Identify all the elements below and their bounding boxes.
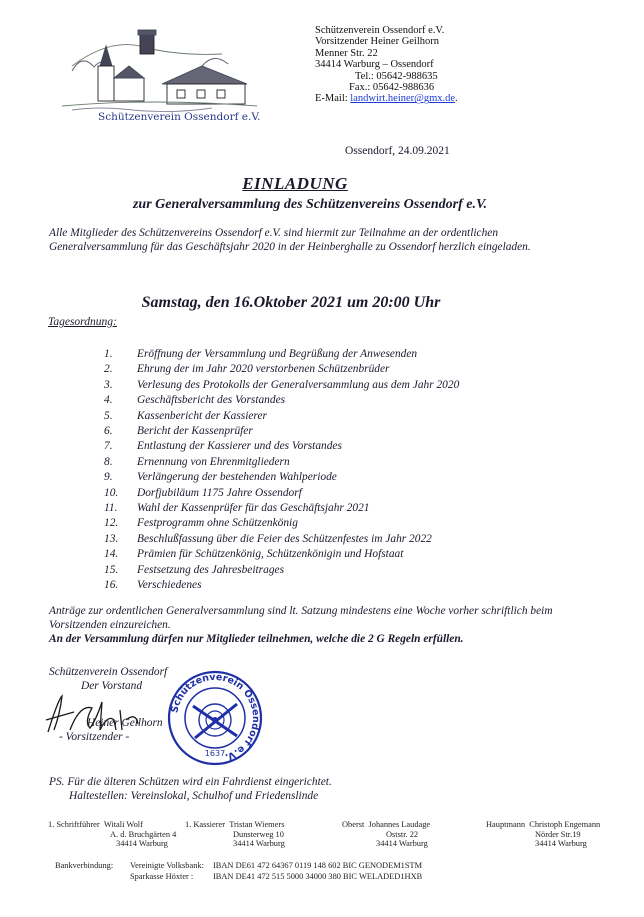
email-link[interactable]: landwirt.heiner@gmx.de	[350, 93, 456, 105]
proposals-text: Anträge zur ordentlichen Generalversammlung sind lt. Satzung mindestens eine Woche vorher schriftlich beim Vorsitzenden einzureichen.	[49, 605, 553, 631]
footer-contact	[342, 820, 430, 849]
club-stamp-seal	[165, 668, 265, 768]
email-suffix: .	[455, 93, 458, 105]
agenda-number: 16.	[104, 579, 119, 592]
agenda-number: 4.	[104, 394, 113, 407]
agenda-text: Festprogramm ohne Schützenkönig	[137, 517, 298, 530]
document-subtitle: zur Generalversammlung des Schützenvereins Ossendorf e.V.	[132, 197, 488, 212]
agenda-item	[104, 501, 459, 516]
agenda-list	[104, 347, 459, 594]
bank-iban: IBAN DE61 472 64367 0119 148 602 BIC GENODEM1STM	[213, 861, 423, 870]
footer-role: Hauptmann	[486, 820, 526, 829]
proposals-paragraph	[49, 604, 609, 646]
bank-label: Bankverbindung:	[55, 861, 114, 870]
agenda-text: Ernennung von Ehrenmitgliedern	[137, 455, 290, 468]
agenda-text: Bericht der Kassenprüfer	[137, 425, 253, 438]
footer-role: 1. Kassierer	[185, 820, 225, 829]
footer-street: A. d. Bruchgärten 4	[110, 829, 177, 839]
agenda-number: 7.	[104, 440, 113, 453]
agenda-item	[104, 439, 459, 454]
agenda-text: Wahl der Kassenprüfer für das Geschäftsjahr 2021	[137, 502, 370, 515]
stamp-year: 1637	[204, 749, 226, 758]
agenda-item	[104, 424, 459, 439]
closing-org: Schützenverein Ossendorf	[49, 666, 168, 678]
footer-street: Dunsterweg 10	[233, 829, 284, 839]
intro-paragraph: Alle Mitglieder des Schützenvereins Ossendorf e.V. sind hiermit zur Teilnahme an der ordentlichen Generalversammlung für das Geschäftsjahr 2020 in der Heinberghalle zu Ossendorf herzlich eingeladen.	[49, 227, 531, 253]
agenda-text: Entlastung der Kassierer und des Vorstandes	[137, 440, 342, 453]
agenda-number: 15.	[104, 563, 119, 576]
agenda-item	[104, 547, 459, 562]
agenda-item	[104, 393, 459, 408]
ps-line: Haltestellen: Vereinslokal, Schulhof und Friedenslinde	[69, 790, 319, 802]
agenda-number: 3.	[104, 378, 113, 391]
bank-iban: IBAN DE41 472 515 5000 34000 380 BIC WELADED1HXB	[213, 872, 423, 881]
agenda-text: Prämien für Schützenkönig, Schützenkönigin und Hofstaat	[137, 548, 404, 561]
agenda-text: Verlängerung der bestehenden Wahlperiode	[137, 471, 337, 484]
event-date: Samstag, den 16.Oktober 2021 um 20:00 Uhr	[141, 294, 441, 311]
signer-name: Heiner Geilhorn	[87, 717, 163, 729]
agenda-item	[104, 409, 459, 424]
agenda-text: Verschiedenes	[137, 579, 202, 592]
letterhead-line: Menner Str. 22	[315, 47, 378, 59]
handwritten-signature	[40, 690, 160, 738]
bank-name: Vereinigte Volksbank:	[130, 861, 204, 870]
agenda-item	[104, 378, 459, 393]
agenda-heading: Tagesordnung:	[48, 316, 117, 328]
letterhead-line: 34414 Warburg – Ossendorf	[315, 59, 434, 71]
footer-role: 1. Schriftführer	[48, 820, 100, 829]
footer-name: Tristan Wiemers	[229, 820, 285, 829]
agenda-number: 14.	[104, 548, 119, 561]
footer-city: 34414 Warburg	[233, 839, 285, 849]
agenda-item	[104, 516, 459, 531]
document-title: EINLADUNG	[242, 174, 348, 193]
footer-street: Oststr. 22	[386, 829, 419, 839]
agenda-number: 8.	[104, 455, 113, 468]
agenda-item	[104, 532, 459, 547]
agenda-text: Geschäftsbericht des Vorstandes	[137, 394, 286, 407]
letterhead	[315, 25, 458, 105]
agenda-item	[104, 563, 459, 578]
agenda-item	[104, 347, 459, 362]
agenda-item	[104, 486, 459, 501]
footer-role: Oberst	[342, 820, 365, 829]
agenda-text: Dorfjubiläum 1175 Jahre Ossendorf	[137, 486, 302, 499]
ps-line: PS. Für die älteren Schützen wird ein Fahrdienst eingerichtet.	[49, 776, 332, 788]
agenda-number: 6.	[104, 425, 113, 438]
footer-name: Johannes Laudage	[368, 820, 431, 829]
fax-number: Fax.: 05642-988636	[349, 82, 435, 94]
footer-city: 34414 Warburg	[535, 839, 587, 849]
agenda-number: 13.	[104, 532, 119, 545]
phone-number: Tel.: 05642-988635	[355, 70, 438, 82]
agenda-number: 2.	[104, 363, 113, 376]
footer-street: Nörder Str.19	[535, 829, 581, 839]
letterhead-line: Schützenverein Ossendorf e.V.	[315, 25, 445, 36]
rule-notice: An der Versammlung dürfen nur Mitglieder teilnehmen, welche die 2 G Regeln erfüllen.	[49, 633, 464, 645]
letterhead-line: Vorsitzender Heiner Geilhorn	[315, 36, 440, 48]
letter-date: Ossendorf, 24.09.2021	[345, 145, 450, 157]
postscript	[49, 775, 332, 803]
footer-contact	[185, 820, 285, 849]
village-drawing-icon	[52, 26, 262, 121]
footer-contact	[48, 820, 176, 849]
agenda-item	[104, 362, 459, 377]
agenda-number: 12.	[104, 517, 119, 530]
agenda-text: Kassenbericht der Kassierer	[137, 409, 267, 422]
email-label: E-Mail:	[315, 93, 348, 105]
footer-name: Witali Wolf	[103, 820, 143, 829]
footer-contact	[535, 830, 587, 849]
agenda-number: 11.	[104, 502, 118, 515]
signer-role: - Vorsitzender -	[59, 730, 130, 743]
agenda-text: Verlesung des Protokolls der Generalversammlung aus dem Jahr 2020	[137, 378, 460, 391]
agenda-text: Eröffnung der Versammlung und Begrüßung der Anwesenden	[137, 348, 418, 360]
footer-city: 34414 Warburg	[116, 839, 168, 849]
logo-caption: Schützenverein Ossendorf e.V.	[98, 111, 261, 123]
agenda-number: 5.	[104, 409, 113, 422]
agenda-text: Festsetzung des Jahresbeitrages	[137, 563, 284, 576]
agenda-item	[104, 455, 459, 470]
closing-board: Der Vorstand	[81, 679, 143, 692]
agenda-item	[104, 578, 459, 593]
footer-contact	[486, 820, 600, 830]
agenda-number: 9.	[104, 471, 113, 484]
agenda-text: Ehrung der im Jahr 2020 verstorbenen Schützenbrüder	[137, 363, 390, 376]
agenda-number: 1.	[104, 348, 113, 360]
footer-city: 34414 Warburg	[376, 839, 428, 849]
agenda-text: Beschlußfassung über die Feier des Schützenfestes im Jahr 2022	[137, 532, 432, 545]
bank-name: Sparkasse Höxter :	[130, 872, 194, 881]
agenda-item	[104, 470, 459, 485]
email-line	[315, 93, 458, 104]
footer-name: Christoph Engemann	[529, 820, 601, 829]
agenda-number: 10.	[104, 486, 119, 499]
stamp-ring-text: Schützenverein Ossendorf e.V.	[169, 671, 262, 763]
